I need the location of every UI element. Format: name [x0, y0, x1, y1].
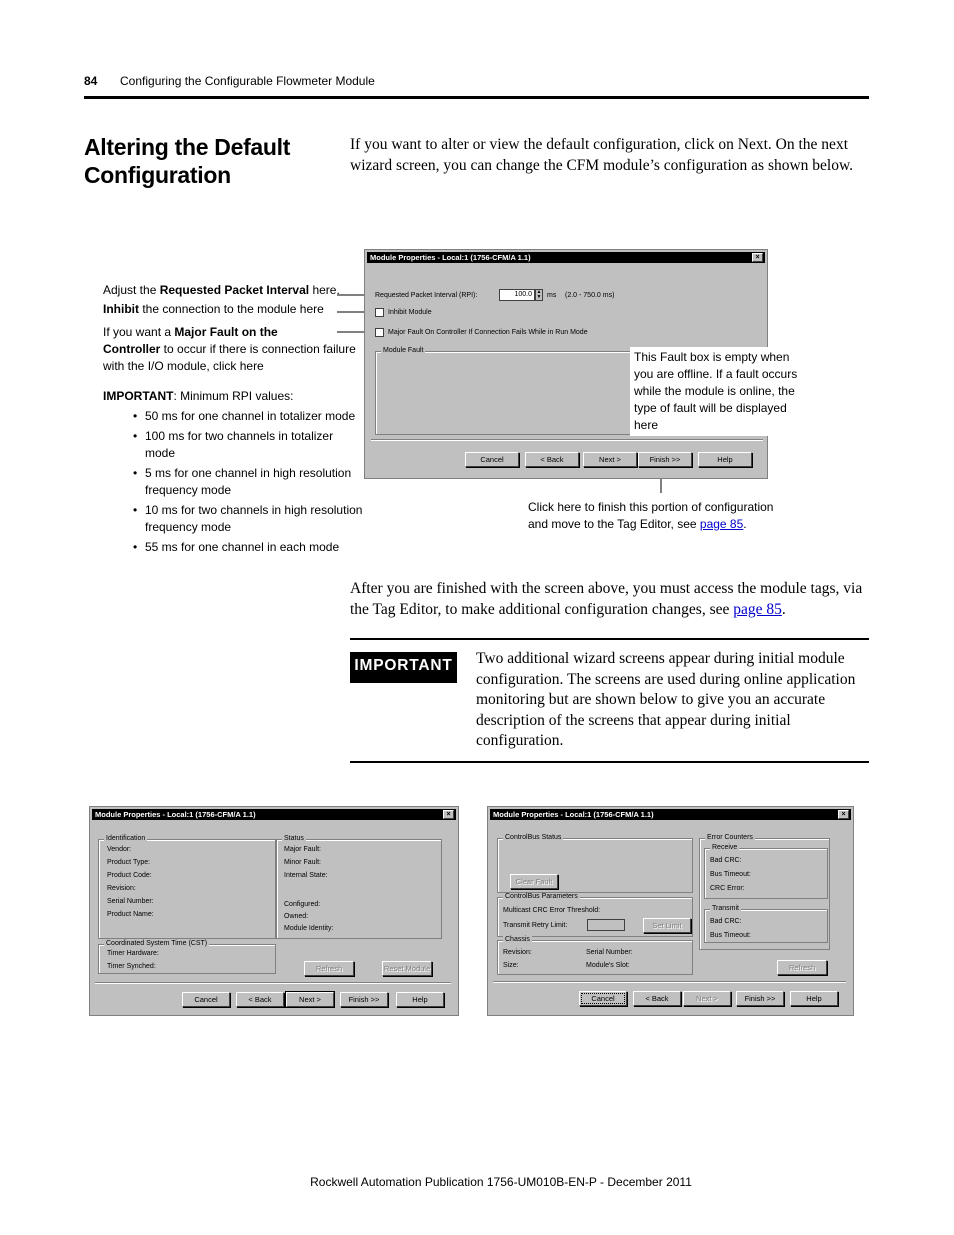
- module-info-dialog: [89, 806, 459, 1016]
- identification-group: [98, 835, 276, 939]
- finish-button[interactable]: Finish >>: [340, 992, 388, 1007]
- footer-text: Rockwell Automation Publication 1756-UM010B-EN-P - December 2011: [310, 1175, 692, 1189]
- chassis-revision-label: Revision:: [503, 949, 532, 956]
- transmit-bus-timeout-label: Bus Timeout:: [710, 932, 751, 939]
- set-limit-button[interactable]: Set Limit: [643, 918, 691, 933]
- inhibit-module-label: Inhibit Module: [388, 309, 432, 316]
- module-fault-label: Module Fault: [383, 347, 424, 354]
- transmit-group: [704, 905, 828, 943]
- error-counters-label: Error Counters: [707, 834, 753, 841]
- help-button[interactable]: Help: [396, 992, 444, 1007]
- module-identity-label: Module Identity:: [284, 925, 334, 932]
- configured-label: Configured:: [284, 901, 321, 908]
- rpi-note: Adjust the Requested Packet Interval here.: [103, 283, 340, 297]
- back-button[interactable]: < Back: [236, 992, 284, 1007]
- dialog-separator: [493, 981, 846, 983]
- major-fault-label: Major Fault On Controller If Connection Fails While in Run Mode: [388, 329, 588, 336]
- controlbus-dialog: [487, 806, 854, 1016]
- dialog-title: Module Properties - Local:1 (1756-CFM/A 1.1): [370, 253, 531, 262]
- product-name-label: Product Name:: [107, 911, 154, 918]
- list-item: • 50 ms for one channel in totalizer mode: [133, 409, 356, 423]
- inhibit-module-checkbox[interactable]: [375, 308, 384, 317]
- controlbus-parameters-label: ControlBus Parameters: [505, 893, 578, 900]
- controlbus-status-group: [497, 834, 693, 893]
- refresh-button[interactable]: Refresh: [777, 960, 827, 975]
- important-top-rule: [350, 638, 869, 640]
- controlbus-parameters-group: [497, 893, 693, 937]
- important-badge: IMPORTANT: [350, 652, 457, 683]
- running-title: Configuring the Configurable Flowmeter Module: [120, 74, 375, 88]
- page-85-link[interactable]: page 85: [699, 517, 744, 531]
- error-counters-group: [699, 834, 830, 950]
- cst-group: [98, 940, 276, 974]
- reset-module-button[interactable]: Reset Module: [382, 961, 432, 976]
- owned-label: Owned:: [284, 913, 309, 920]
- chassis-label: Chassis: [505, 936, 530, 943]
- rpi-range: (2.0 - 750.0 ms): [565, 292, 615, 299]
- intro-paragraph: If you want to alter or view the default configuration, click on Next. On the next wizard screen, you can change the CFM module’s configuration as shown below.: [350, 136, 854, 174]
- major-fault-checkbox[interactable]: [375, 328, 384, 337]
- major-fault-note: If you want a Major Fault on the Controller to occur if there is connection failure with the I/O module, click here: [103, 325, 356, 373]
- cancel-button[interactable]: Cancel: [465, 452, 519, 467]
- finish-button[interactable]: Finish >>: [736, 991, 784, 1006]
- receive-bus-timeout-label: Bus Timeout:: [710, 871, 751, 878]
- receive-bad-crc-label: Bad CRC:: [710, 857, 742, 864]
- multicast-threshold-label: Multicast CRC Error Threshold:: [503, 907, 601, 914]
- transmit-label: Transmit: [712, 905, 739, 912]
- back-button[interactable]: < Back: [525, 452, 579, 467]
- timer-synched-label: Timer Synched:: [107, 963, 156, 970]
- close-icon[interactable]: ×: [752, 253, 763, 262]
- important-bottom-rule: [350, 761, 869, 763]
- finish-callout: Click here to finish this portion of configuration and move to the Tag Editor, see page 85.: [528, 500, 774, 531]
- refresh-button[interactable]: Refresh: [304, 961, 354, 976]
- rpi-label: Requested Packet Interval (RPI):: [375, 292, 478, 299]
- cancel-button[interactable]: Cancel: [182, 992, 230, 1007]
- next-button[interactable]: Next >: [683, 991, 731, 1006]
- list-item: • 55 ms for one channel in each mode: [133, 540, 340, 554]
- transmit-bad-crc-label: Bad CRC:: [710, 918, 742, 925]
- rpi-annotations: [103, 282, 363, 556]
- important-rpi-note: IMPORTANT: Minimum RPI values:: [103, 389, 294, 403]
- identification-label: Identification: [106, 835, 146, 842]
- status-group: [276, 835, 442, 939]
- status-label: Status: [284, 835, 304, 842]
- controlbus-status-label: ControlBus Status: [505, 834, 562, 841]
- dialog-title-bar: [367, 252, 765, 263]
- timer-hardware-label: Timer Hardware:: [107, 950, 159, 957]
- receive-crc-error-label: CRC Error:: [710, 885, 745, 892]
- cancel-button[interactable]: Cancel: [579, 991, 627, 1006]
- serial-number-label: Serial Number:: [107, 898, 154, 905]
- help-button[interactable]: Help: [790, 991, 838, 1006]
- dialog-separator: [95, 982, 451, 984]
- page-85-link[interactable]: page 85: [733, 600, 782, 618]
- vendor-label: Vendor:: [107, 846, 132, 853]
- chassis-size-label: Size:: [503, 962, 519, 969]
- list-item: • 100 ms for two channels in totalizer mode: [133, 429, 334, 460]
- internal-state-label: Internal State:: [284, 872, 328, 879]
- major-fault-status-label: Major Fault:: [284, 846, 321, 853]
- close-icon[interactable]: ×: [443, 810, 454, 819]
- list-item: • 5 ms for one channel in high resolution frequency mode: [133, 466, 352, 497]
- product-type-label: Product Type:: [107, 859, 151, 866]
- section-heading: Altering the Default Configuration: [84, 134, 291, 188]
- product-code-label: Product Code:: [107, 872, 152, 879]
- after-paragraph: After you are finished with the screen above, you must access the module tags, via the Tag Editor, to make additional configuration changes, see page 85.: [350, 580, 863, 618]
- module-slot-label: Module's Slot:: [586, 962, 630, 969]
- inhibit-note: Inhibit the connection to the module here: [103, 302, 324, 316]
- important-text: Two additional wizard screens appear during initial module configuration. The screens are used during online application monitoring but are shown below to give you an accurate description of the screens that appear during initial configuration.: [476, 650, 856, 749]
- receive-label: Receive: [712, 844, 738, 851]
- back-button[interactable]: < Back: [633, 991, 681, 1006]
- receive-group: [704, 844, 828, 899]
- dialog-title-bar: [490, 809, 851, 820]
- rpi-bullet-list: [130, 408, 363, 556]
- rpi-spinner-icon[interactable]: ▲ ▼: [536, 289, 542, 300]
- minor-fault-status-label: Minor Fault:: [284, 859, 321, 866]
- finish-button[interactable]: Finish >>: [638, 452, 692, 467]
- rpi-input[interactable]: 100.0: [499, 289, 535, 301]
- cst-label: Coordinated System Time (CST): [106, 940, 208, 947]
- dialog-separator: [371, 439, 763, 441]
- rpi-unit: ms: [547, 292, 557, 299]
- next-button[interactable]: Next >: [286, 992, 334, 1007]
- fault-callout: This Fault box is empty when you are offline. If a fault occurs while the module is online, the type of fault will be displayed here: [630, 347, 808, 436]
- retry-limit-input[interactable]: [587, 919, 625, 931]
- page-footer: [0, 1175, 954, 1189]
- clear-fault-button[interactable]: Clear Fault: [510, 874, 558, 889]
- page-number: 84: [84, 74, 98, 88]
- revision-label: Revision:: [107, 885, 136, 892]
- list-item: • 10 ms for two channels in high resolution frequency mode: [133, 503, 363, 534]
- retry-limit-label: Transmit Retry Limit:: [503, 922, 568, 929]
- help-button[interactable]: Help: [698, 452, 752, 467]
- close-icon[interactable]: ×: [838, 810, 849, 819]
- dialog-title: Module Properties - Local:1 (1756-CFM/A 1.1): [493, 810, 654, 819]
- chassis-serial-label: Serial Number:: [586, 949, 633, 956]
- chassis-group: [497, 936, 693, 975]
- dialog-title: Module Properties - Local:1 (1756-CFM/A 1.1): [95, 810, 256, 819]
- next-button[interactable]: Next >: [583, 452, 637, 467]
- dialog-title-bar: [92, 809, 456, 820]
